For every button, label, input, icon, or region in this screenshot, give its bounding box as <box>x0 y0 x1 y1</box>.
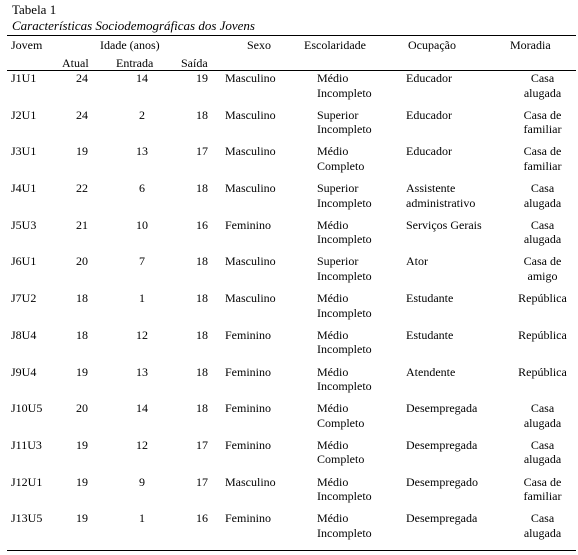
cell-atual <box>59 218 105 255</box>
cell-atual <box>59 144 105 181</box>
cell-ocupacao <box>406 181 509 218</box>
cell-escolaridade-line: Incompleto <box>317 525 372 540</box>
cell-escolaridade-line: Incompleto <box>317 85 372 100</box>
cell-ocupacao-line: Educador <box>406 71 452 85</box>
header-moradia: Moradia <box>510 38 551 52</box>
cell-entrada-line: 13 <box>136 364 148 379</box>
cell-atual <box>59 365 105 402</box>
cell-escolaridade-line: Médio <box>317 144 349 159</box>
cell-escolaridade-line: Médio <box>317 364 349 379</box>
cell-jovem-line: J6U1 <box>11 254 37 269</box>
cell-moradia <box>509 144 576 181</box>
cell-escolaridade-line: Incompleto <box>317 122 372 137</box>
cell-saida <box>179 218 225 255</box>
cell-escolaridade-line: Incompleto <box>317 342 372 357</box>
cell-entrada <box>105 144 179 181</box>
cell-ocupacao-line: Desempregado <box>406 474 478 489</box>
header-idade: Idade (anos) <box>100 38 160 52</box>
cell-moradia-line: Casa de <box>523 474 562 489</box>
cell-jovem-line: J7U2 <box>11 291 37 306</box>
cell-atual-line: 20 <box>76 401 88 416</box>
table-row <box>7 328 576 365</box>
cell-saida <box>179 401 225 438</box>
cell-saida-line: 17 <box>196 437 208 452</box>
cell-saida <box>179 144 225 181</box>
header-jovem: Jovem <box>11 38 43 52</box>
cell-ocupacao <box>406 144 509 181</box>
cell-moradia-line: Casa <box>530 511 555 526</box>
cell-escolaridade-line: Médio <box>317 511 349 526</box>
cell-ocupacao <box>406 218 509 255</box>
bottom-rule <box>7 550 576 551</box>
cell-saida <box>179 254 225 291</box>
cell-entrada-line: 9 <box>139 474 145 489</box>
top-rule <box>7 35 576 36</box>
cell-entrada <box>105 438 179 475</box>
cell-ocupacao <box>406 328 509 365</box>
cell-escolaridade-line: Médio <box>317 291 349 306</box>
cell-atual <box>59 511 105 548</box>
cell-sexo-line: Feminino <box>225 327 272 342</box>
cell-escolaridade <box>317 108 406 145</box>
cell-sexo <box>225 181 317 218</box>
cell-escolaridade <box>317 511 406 548</box>
cell-escolaridade-line: Incompleto <box>317 268 372 283</box>
cell-moradia-line: República <box>518 364 567 379</box>
cell-saida-line: 18 <box>196 401 208 416</box>
cell-ocupacao-line: Desempregada <box>406 511 478 526</box>
cell-moradia <box>509 401 576 438</box>
cell-ocupacao-line: administrativo <box>406 195 476 210</box>
cell-jovem-line: J10U5 <box>11 401 43 416</box>
cell-escolaridade-line: Médio <box>317 401 349 416</box>
cell-jovem <box>7 475 59 512</box>
cell-moradia <box>509 328 576 365</box>
subheader-entrada: Entrada <box>116 56 154 70</box>
header-escolaridade: Escolaridade <box>304 38 366 52</box>
cell-jovem-line: J4U1 <box>11 181 37 196</box>
cell-escolaridade <box>317 328 406 365</box>
cell-escolaridade-line: Superior <box>317 181 359 196</box>
cell-escolaridade-line: Médio <box>317 327 349 342</box>
cell-jovem <box>7 511 59 548</box>
cell-atual <box>59 475 105 512</box>
cell-moradia <box>509 108 576 145</box>
cell-atual-line: 19 <box>76 474 88 489</box>
cell-jovem-line: J1U1 <box>11 71 37 85</box>
cell-atual-line: 22 <box>76 181 88 196</box>
cell-moradia-line: alugada <box>523 195 562 210</box>
cell-sexo-line: Masculino <box>225 107 276 122</box>
cell-moradia-line: familiar <box>523 122 562 137</box>
cell-escolaridade-line: Incompleto <box>317 379 372 393</box>
cell-escolaridade <box>317 401 406 438</box>
table-row <box>7 108 576 145</box>
cell-entrada-line: 2 <box>139 107 145 122</box>
cell-escolaridade <box>317 71 406 108</box>
cell-saida <box>179 291 225 328</box>
cell-moradia-line: alugada <box>523 85 562 100</box>
cell-entrada-line: 14 <box>136 401 148 416</box>
cell-ocupacao <box>406 438 509 475</box>
cell-ocupacao <box>406 291 509 328</box>
cell-moradia <box>509 71 576 108</box>
cell-escolaridade <box>317 475 406 512</box>
cell-atual-line: 19 <box>76 364 88 379</box>
cell-entrada-line: 12 <box>136 437 148 452</box>
cell-moradia-line: alugada <box>523 415 562 430</box>
cell-saida-line: 17 <box>196 474 208 489</box>
cell-entrada-line: 10 <box>136 217 148 232</box>
cell-saida-line: 19 <box>196 71 208 85</box>
cell-saida-line: 18 <box>196 291 208 306</box>
cell-moradia-line: Casa <box>530 71 555 85</box>
cell-saida-line: 18 <box>196 181 208 196</box>
cell-moradia-line: República <box>518 327 567 342</box>
cell-atual <box>59 108 105 145</box>
cell-saida <box>179 108 225 145</box>
cell-entrada <box>105 328 179 365</box>
cell-ocupacao-line: Ator <box>406 254 428 269</box>
cell-jovem <box>7 438 59 475</box>
cell-jovem-line: J9U4 <box>11 364 37 379</box>
cell-sexo <box>225 71 317 108</box>
cell-saida-line: 17 <box>196 144 208 159</box>
cell-saida <box>179 475 225 512</box>
cell-sexo-line: Feminino <box>225 401 272 416</box>
cell-saida <box>179 181 225 218</box>
cell-atual <box>59 401 105 438</box>
cell-jovem <box>7 71 59 108</box>
cell-ocupacao <box>406 71 509 108</box>
table-row <box>7 401 576 438</box>
cell-sexo-line: Masculino <box>225 71 276 85</box>
cell-jovem-line: J3U1 <box>11 144 37 159</box>
cell-atual <box>59 328 105 365</box>
cell-escolaridade-line: Incompleto <box>317 232 372 247</box>
cell-sexo-line: Feminino <box>225 217 272 232</box>
cell-escolaridade-line: Completo <box>317 415 365 430</box>
cell-ocupacao-line: Assistente <box>406 181 456 196</box>
data-table <box>7 71 576 548</box>
cell-moradia-line: alugada <box>523 452 562 467</box>
cell-saida-line: 18 <box>196 254 208 269</box>
cell-entrada <box>105 475 179 512</box>
cell-atual-line: 18 <box>76 327 88 342</box>
cell-entrada-line: 7 <box>139 254 145 269</box>
cell-moradia-line: Casa <box>530 181 555 196</box>
cell-ocupacao-line: Desempregada <box>406 437 478 452</box>
cell-moradia-line: familiar <box>523 489 562 504</box>
cell-sexo <box>225 108 317 145</box>
cell-sexo-line: Feminino <box>225 364 272 379</box>
cell-jovem <box>7 291 59 328</box>
cell-sexo-line: Masculino <box>225 181 276 196</box>
table-row <box>7 218 576 255</box>
cell-entrada <box>105 511 179 548</box>
cell-escolaridade <box>317 181 406 218</box>
cell-entrada <box>105 401 179 438</box>
cell-sexo <box>225 254 317 291</box>
cell-moradia-line: familiar <box>523 158 562 173</box>
cell-saida <box>179 71 225 108</box>
cell-sexo-line: Masculino <box>225 254 276 269</box>
cell-sexo <box>225 365 317 402</box>
cell-moradia-line: Casa <box>530 217 555 232</box>
cell-moradia <box>509 365 576 402</box>
cell-entrada <box>105 181 179 218</box>
cell-jovem <box>7 108 59 145</box>
cell-saida-line: 16 <box>196 511 208 526</box>
cell-ocupacao <box>406 401 509 438</box>
cell-moradia <box>509 254 576 291</box>
table-row <box>7 438 576 475</box>
cell-entrada-line: 12 <box>136 327 148 342</box>
cell-saida-line: 18 <box>196 327 208 342</box>
cell-moradia <box>509 438 576 475</box>
cell-escolaridade <box>317 291 406 328</box>
cell-escolaridade-line: Superior <box>317 254 359 269</box>
cell-jovem <box>7 218 59 255</box>
cell-entrada <box>105 218 179 255</box>
cell-entrada <box>105 365 179 402</box>
cell-escolaridade-line: Médio <box>317 437 349 452</box>
cell-ocupacao-line: Desempregada <box>406 401 478 416</box>
cell-atual-line: 19 <box>76 144 88 159</box>
cell-jovem <box>7 144 59 181</box>
cell-saida <box>179 328 225 365</box>
cell-sexo <box>225 144 317 181</box>
cell-escolaridade <box>317 254 406 291</box>
cell-jovem <box>7 365 59 402</box>
cell-moradia <box>509 181 576 218</box>
cell-entrada <box>105 254 179 291</box>
cell-atual <box>59 181 105 218</box>
cell-entrada <box>105 291 179 328</box>
cell-atual-line: 21 <box>76 217 88 232</box>
cell-jovem <box>7 254 59 291</box>
cell-ocupacao <box>406 254 509 291</box>
cell-sexo-line: Feminino <box>225 437 272 452</box>
cell-escolaridade-line: Incompleto <box>317 489 372 504</box>
cell-atual <box>59 438 105 475</box>
cell-jovem-line: J13U5 <box>11 511 43 526</box>
cell-atual <box>59 291 105 328</box>
cell-moradia-line: amigo <box>527 268 558 283</box>
cell-sexo <box>225 511 317 548</box>
cell-escolaridade-line: Incompleto <box>317 195 372 210</box>
cell-ocupacao-line: Educador <box>406 144 452 159</box>
cell-atual <box>59 254 105 291</box>
cell-escolaridade <box>317 144 406 181</box>
table-row <box>7 511 576 548</box>
cell-sexo-line: Masculino <box>225 291 276 306</box>
table-row <box>7 291 576 328</box>
cell-escolaridade-line: Completo <box>317 452 365 467</box>
cell-jovem-line: J2U1 <box>11 107 37 122</box>
cell-atual-line: 20 <box>76 254 88 269</box>
header-ocupacao: Ocupação <box>408 38 456 52</box>
cell-saida-line: 18 <box>196 364 208 379</box>
cell-ocupacao-line: Estudante <box>406 327 454 342</box>
cell-moradia-line: República <box>518 291 567 306</box>
cell-escolaridade-line: Completo <box>317 158 365 173</box>
cell-atual-line: 18 <box>76 291 88 306</box>
cell-moradia-line: Casa <box>530 401 555 416</box>
cell-ocupacao-line: Serviços Gerais <box>406 217 482 232</box>
cell-entrada <box>105 108 179 145</box>
cell-ocupacao <box>406 475 509 512</box>
cell-moradia <box>509 291 576 328</box>
cell-sexo-line: Feminino <box>225 511 272 526</box>
cell-atual-line: 24 <box>76 71 88 85</box>
cell-moradia-line: alugada <box>523 232 562 247</box>
table-row <box>7 181 576 218</box>
cell-moradia <box>509 475 576 512</box>
cell-ocupacao <box>406 365 509 402</box>
cell-entrada-line: 14 <box>136 71 148 85</box>
cell-saida <box>179 511 225 548</box>
cell-jovem-line: J8U4 <box>11 327 37 342</box>
cell-atual-line: 19 <box>76 511 88 526</box>
cell-escolaridade-line: Incompleto <box>317 305 372 320</box>
cell-entrada <box>105 71 179 108</box>
table-row <box>7 365 576 402</box>
cell-escolaridade-line: Médio <box>317 71 349 85</box>
subheader-saida: Saída <box>181 56 208 70</box>
cell-escolaridade-line: Médio <box>317 474 349 489</box>
table-subtitle: Características Sociodemográficas dos Jovens <box>12 18 255 33</box>
cell-saida <box>179 438 225 475</box>
cell-escolaridade <box>317 438 406 475</box>
cell-jovem <box>7 181 59 218</box>
cell-sexo <box>225 401 317 438</box>
cell-atual-line: 19 <box>76 437 88 452</box>
cell-entrada-line: 1 <box>139 511 145 526</box>
cell-moradia <box>509 511 576 548</box>
cell-entrada-line: 13 <box>136 144 148 159</box>
cell-moradia-line: Casa de <box>523 107 562 122</box>
table-row <box>7 71 576 108</box>
cell-sexo <box>225 291 317 328</box>
table-row <box>7 254 576 291</box>
cell-jovem <box>7 328 59 365</box>
cell-jovem <box>7 401 59 438</box>
cell-escolaridade <box>317 218 406 255</box>
cell-entrada-line: 1 <box>139 291 145 306</box>
cell-moradia <box>509 218 576 255</box>
cell-ocupacao <box>406 511 509 548</box>
cell-moradia-line: Casa <box>530 437 555 452</box>
cell-moradia-line: alugada <box>523 525 562 540</box>
cell-escolaridade <box>317 365 406 402</box>
cell-sexo-line: Masculino <box>225 474 276 489</box>
cell-entrada-line: 6 <box>139 181 145 196</box>
cell-sexo <box>225 475 317 512</box>
cell-jovem-line: J11U3 <box>11 437 42 452</box>
cell-atual <box>59 71 105 108</box>
cell-ocupacao-line: Educador <box>406 107 452 122</box>
cell-sexo-line: Masculino <box>225 144 276 159</box>
cell-jovem-line: J5U3 <box>11 217 37 232</box>
cell-saida-line: 18 <box>196 107 208 122</box>
table-row <box>7 144 576 181</box>
header-sexo: Sexo <box>247 38 271 52</box>
cell-jovem-line: J12U1 <box>11 474 43 489</box>
cell-sexo <box>225 438 317 475</box>
cell-escolaridade-line: Superior <box>317 107 359 122</box>
cell-moradia-line: Casa de <box>523 254 562 269</box>
cell-sexo <box>225 218 317 255</box>
cell-ocupacao-line: Estudante <box>406 291 454 306</box>
cell-saida-line: 16 <box>196 217 208 232</box>
table-title: Tabela 1 <box>12 2 57 17</box>
subheader-atual: Atual <box>62 56 89 70</box>
cell-sexo <box>225 328 317 365</box>
cell-ocupacao <box>406 108 509 145</box>
table-row <box>7 475 576 512</box>
cell-ocupacao-line: Atendente <box>406 364 456 379</box>
cell-atual-line: 24 <box>76 107 88 122</box>
cell-moradia-line: Casa de <box>523 144 562 159</box>
cell-saida <box>179 365 225 402</box>
cell-escolaridade-line: Médio <box>317 217 349 232</box>
